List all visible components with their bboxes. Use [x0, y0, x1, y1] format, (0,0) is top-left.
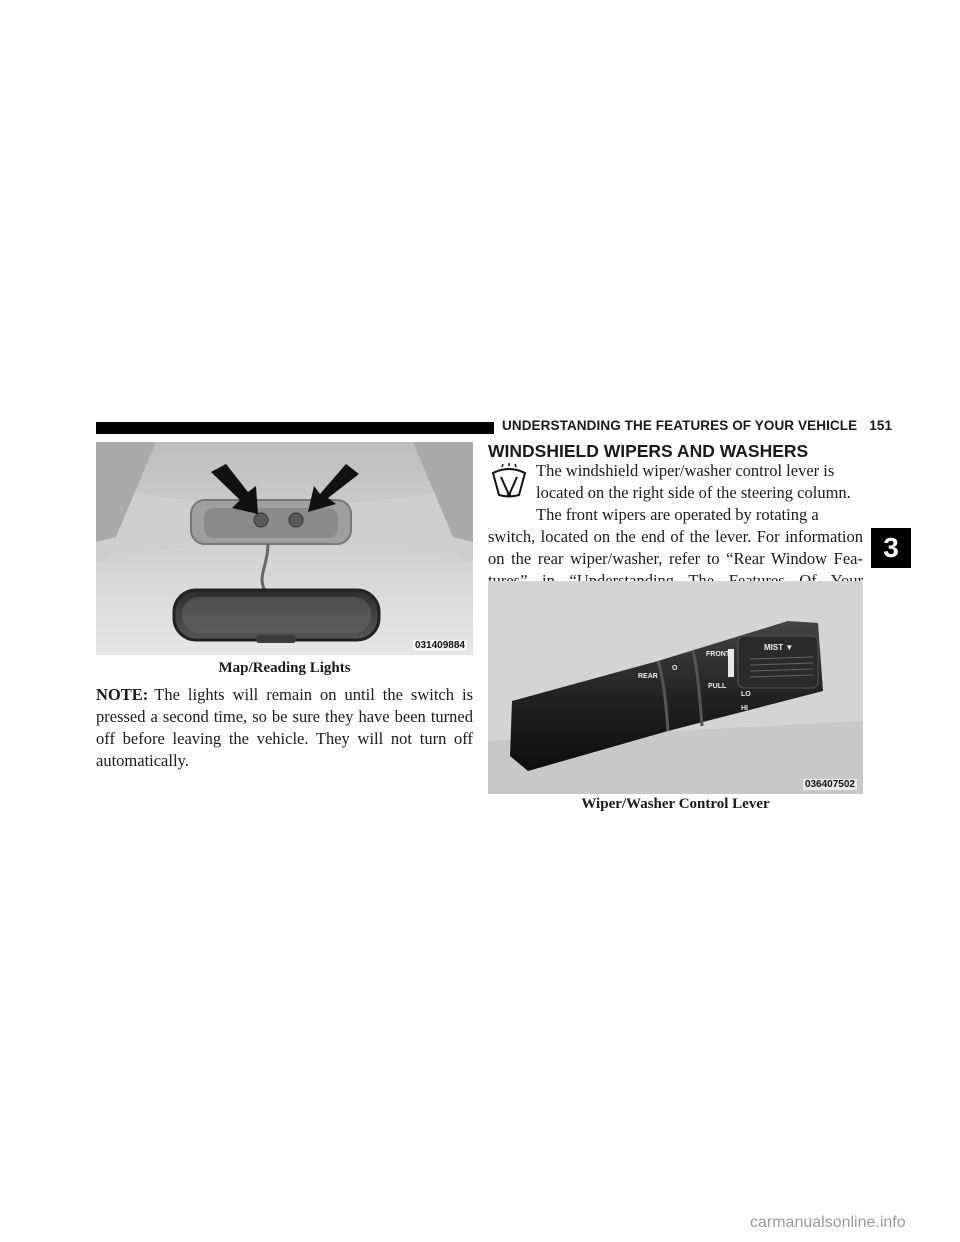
header-section-title: UNDERSTANDING THE FEATURES OF YOUR VEHICLE: [502, 418, 858, 433]
figure-code: 031409884: [414, 640, 465, 651]
intro-line: The front wipers are operated by rotating a: [536, 505, 819, 524]
lever-label-lo: LO: [741, 691, 751, 698]
header-rule: [96, 422, 494, 434]
page-number: 151: [869, 418, 893, 433]
intro-line: The windshield wiper/washer control lever is: [536, 461, 835, 480]
figure-caption: Wiper/Washer Control Lever: [581, 796, 770, 812]
running-header: [502, 418, 893, 433]
lever-label-mist: MIST ▼: [764, 643, 794, 652]
lever-label-front: FRONT: [706, 651, 731, 658]
intro-lines: [536, 460, 863, 526]
windshield-wiper-icon: [490, 463, 528, 501]
note-paragraph: [96, 684, 473, 772]
figure-caption: Map/Reading Lights: [218, 660, 351, 676]
map-reading-lights-figure: [96, 442, 473, 655]
lever-label-hi: HI: [741, 705, 748, 712]
wiper-paragraph: switch, located on the end of the lever. For information on the rear wiper/washer, refer to “Rear Window Fea-: [488, 527, 863, 568]
lever-label-pull: PULL: [708, 683, 727, 690]
section-heading: WINDSHIELD WIPERS AND WASHERS: [488, 441, 809, 461]
wiper-control-lever-figure: [488, 581, 863, 794]
figure-code: 036407502: [804, 779, 855, 790]
lever-label-rear: REAR: [638, 673, 658, 680]
overhead-console-illustration: [96, 442, 473, 655]
lever-label-off: O: [672, 665, 678, 672]
watermark: carmanualsonline.info: [750, 1214, 906, 1231]
intro-line: located on the right side of the steering column.: [536, 483, 851, 502]
note-text: The lights will remain on until the switch is pressed a second time, so be sure they have been turned off before leaving the vehicle. They will not turn off automatically.: [96, 685, 473, 770]
wiper-lever-illustration: [488, 581, 863, 794]
chapter-tab[interactable]: 3: [871, 528, 911, 568]
note-label: NOTE:: [96, 685, 149, 704]
